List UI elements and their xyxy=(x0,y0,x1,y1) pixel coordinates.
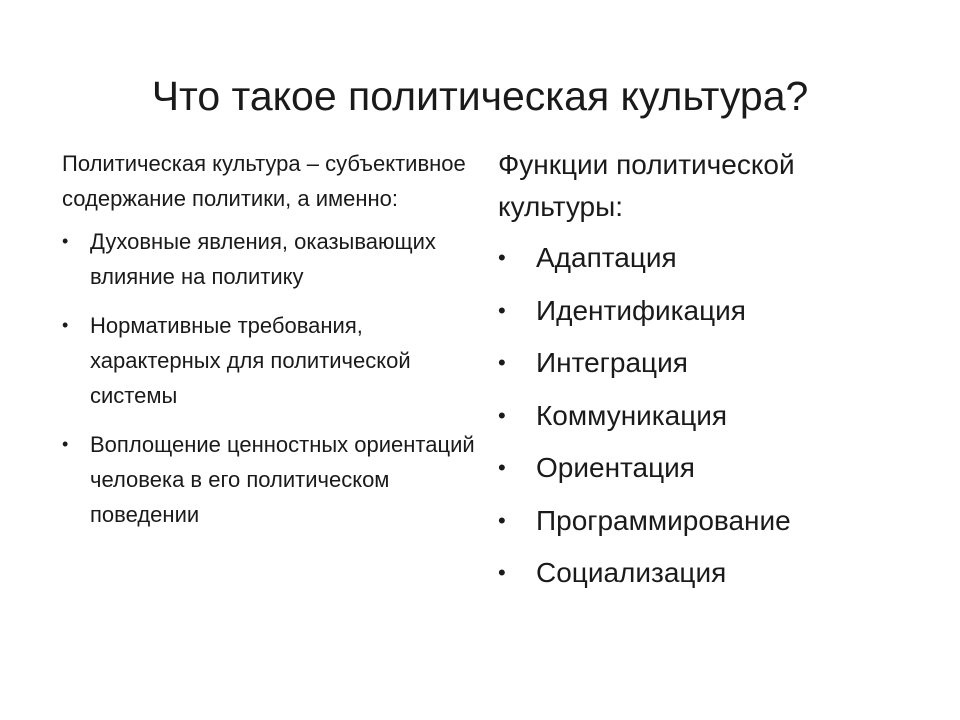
list-item xyxy=(62,308,482,413)
bullet-icon: • xyxy=(62,434,69,454)
list-item-text: Духовные явления, оказывающих влияние на политику xyxy=(90,229,436,289)
list-item-text: Коммуникация xyxy=(536,399,728,431)
list-item-text: Нормативные требования, характерных для политической системы xyxy=(90,313,411,408)
bullet-icon: • xyxy=(498,455,506,480)
list-item xyxy=(62,427,482,532)
definition-intro: Политическая культура – субъективное содержание политики, а именно: xyxy=(62,151,466,211)
list-item xyxy=(498,555,918,591)
list-item xyxy=(498,398,918,434)
list-item-text: Ориентация xyxy=(536,452,695,483)
definition-list xyxy=(62,224,482,532)
list-item xyxy=(498,450,918,486)
bullet-icon: • xyxy=(62,231,69,251)
slide-title: Что такое политическая культура? xyxy=(151,73,809,119)
bullet-icon: • xyxy=(62,315,69,335)
list-item xyxy=(498,345,918,381)
right-column xyxy=(498,144,918,608)
functions-heading: Функции политической культуры: xyxy=(498,149,795,222)
left-column xyxy=(62,146,482,546)
list-item-text: Адаптация xyxy=(536,242,677,273)
functions-list xyxy=(498,240,918,591)
list-item-text: Воплощение ценностных ориентаций человека в его политическом поведении xyxy=(90,432,475,527)
list-item-text: Идентификация xyxy=(536,294,746,326)
list-item xyxy=(498,240,918,276)
bullet-icon: • xyxy=(498,560,506,585)
bullet-icon: • xyxy=(498,350,506,375)
bullet-icon: • xyxy=(498,245,506,270)
bullet-icon: • xyxy=(498,402,506,428)
list-item-text: Социализация xyxy=(536,557,727,588)
list-item-text: Интеграция xyxy=(536,347,688,378)
list-item xyxy=(498,503,918,539)
list-item-text: Программирование xyxy=(536,504,791,536)
bullet-icon: • xyxy=(498,507,506,533)
bullet-icon: • xyxy=(498,297,506,323)
list-item xyxy=(498,293,918,329)
list-item xyxy=(62,224,482,294)
